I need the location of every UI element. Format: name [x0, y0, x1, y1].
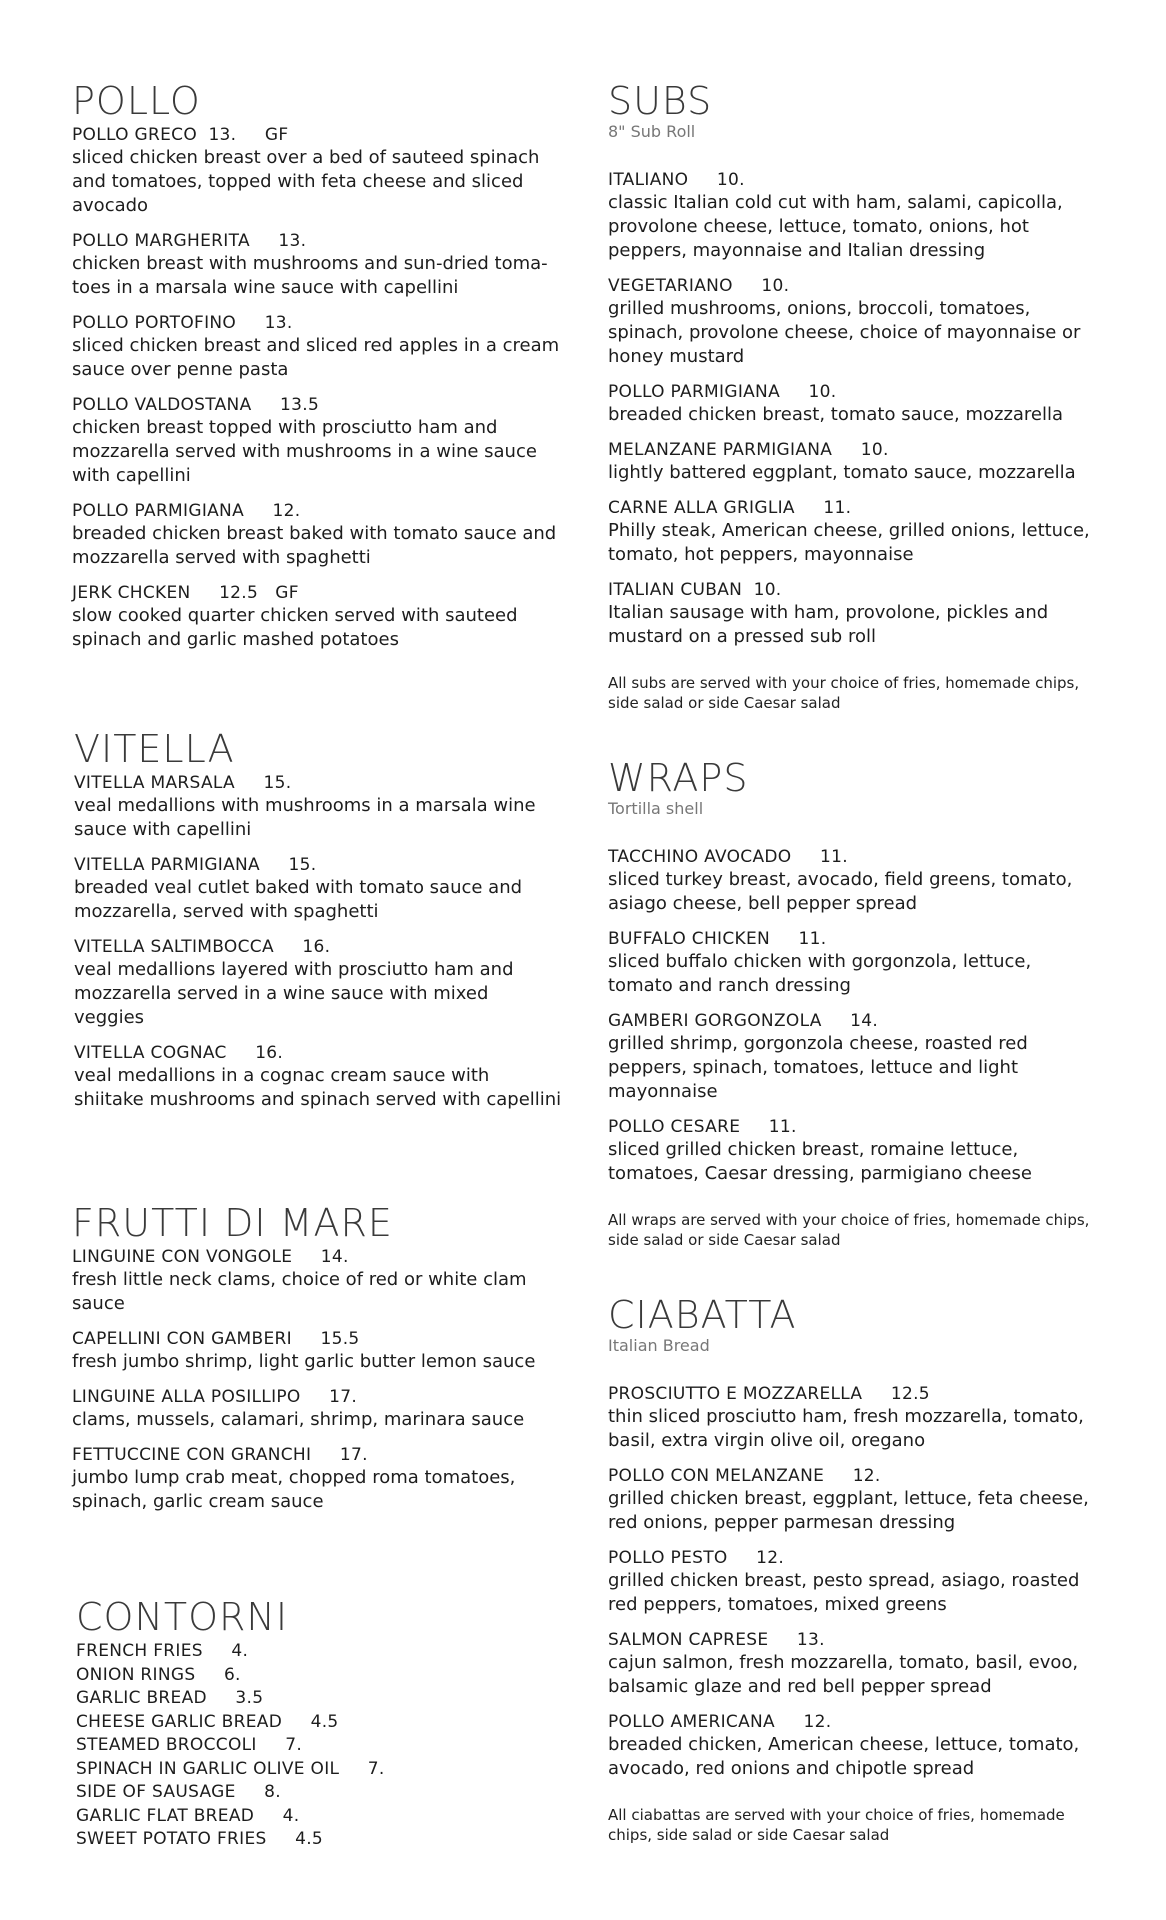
menu-item-title: BUFFALO CHICKEN 11.	[608, 929, 827, 949]
menu-item	[72, 582, 562, 652]
menu-item	[72, 500, 562, 570]
side-item: GARLIC FLAT BREAD 4.	[76, 1805, 300, 1826]
menu-item-description: grilled chicken breast, pesto spread, asiago, roasted red peppers, tomatoes, mixed greens	[608, 1570, 1080, 1615]
menu-item-description: clams, mussels, calamari, shrimp, marinara sauce	[72, 1409, 525, 1430]
menu-item-title: POLLO CON MELANZANE 12.	[608, 1466, 881, 1486]
side-item: GARLIC BREAD 3.5	[76, 1688, 264, 1708]
menu-item-title: VEGETARIANO 10.	[608, 276, 790, 296]
section-heading: FRUTTI DI MARE	[72, 1201, 393, 1245]
menu-item-description: grilled shrimp, gorgonzola cheese, roasted red peppers, spinach, tomatoes, lettuce and light mayonnaise	[608, 1033, 1028, 1102]
menu-item-title: VITELLA SALTIMBOCCA 16.	[74, 937, 331, 957]
section-ciabatta	[608, 1292, 1098, 1845]
section-subs	[608, 78, 1098, 713]
menu-item	[72, 1246, 562, 1316]
menu-list	[74, 772, 564, 1112]
menu-item-description: fresh jumbo shrimp, light garlic butter lemon sauce	[72, 1351, 536, 1372]
menu-item-title: ITALIANO 10.	[608, 170, 745, 190]
menu-item-description: breaded chicken breast, tomato sauce, mozzarella	[608, 404, 1064, 425]
menu-item	[72, 230, 562, 300]
menu-item-description: chicken breast with mushrooms and sun-dried toma- toes in a marsala wine sauce with capellini	[72, 253, 548, 298]
menu-item	[608, 1711, 1098, 1781]
menu-list	[608, 846, 1098, 1186]
menu-item-description: grilled chicken breast, eggplant, lettuce, feta cheese, red onions, pepper parmesan dressing	[608, 1488, 1089, 1533]
menu-item-description: sliced chicken breast over a bed of sauteed spinach and tomatoes, topped with feta cheese and sliced avocado	[72, 147, 540, 216]
menu-item	[608, 1629, 1098, 1699]
menu-item-title: LINGUINE CON VONGOLE 14.	[72, 1247, 349, 1267]
menu-item	[72, 124, 562, 218]
menu-list	[608, 1383, 1098, 1781]
menu-item-description: jumbo lump crab meat, chopped roma tomatoes, spinach, garlic cream sauce	[72, 1467, 516, 1512]
menu-item-title: POLLO VALDOSTANA 13.5	[72, 395, 320, 415]
menu-item	[72, 1328, 562, 1374]
menu-item	[608, 439, 1098, 485]
menu-item	[608, 275, 1098, 369]
side-item: SPINACH IN GARLIC OLIVE OIL 7.	[76, 1758, 385, 1779]
menu-item	[72, 394, 562, 488]
section-heading: SUBS	[608, 79, 713, 123]
menu-item-description: veal medallions with mushrooms in a marsala wine sauce with capellini	[74, 795, 536, 840]
menu-item-title: PROSCIUTTO E MOZZARELLA 12.5	[608, 1384, 930, 1404]
menu-item	[608, 381, 1098, 427]
menu-item	[74, 1042, 564, 1112]
section-subheading: 8" Sub Roll	[608, 122, 696, 141]
side-item: FRENCH FRIES 4.	[76, 1641, 249, 1661]
menu-item-description: sliced turkey breast, avocado, field greens, tomato, asiago cheese, bell pepper spread	[608, 869, 1073, 914]
menu-item-title: POLLO PARMIGIANA 10.	[608, 382, 837, 402]
menu-item	[608, 497, 1098, 567]
side-list	[76, 1640, 566, 1852]
menu-item-description: fresh little neck clams, choice of red or white clam sauce	[72, 1269, 527, 1314]
menu-item-title: POLLO PARMIGIANA 12.	[72, 501, 301, 521]
side-item: STEAMED BROCCOLI 7.	[76, 1735, 303, 1755]
section-heading: CONTORNI	[76, 1595, 289, 1639]
menu-item-description: lightly battered eggplant, tomato sauce, mozzarella	[608, 462, 1076, 483]
menu-item	[72, 312, 562, 382]
menu-item-description: veal medallions layered with prosciutto ham and mozzarella served in a wine sauce with mixed veggies	[74, 959, 514, 1028]
menu-item-title: FETTUCCINE CON GRANCHI 17.	[72, 1445, 368, 1465]
menu-item-title: POLLO CESARE 11.	[608, 1117, 797, 1137]
menu-item	[74, 936, 564, 1030]
menu-item-description: slow cooked quarter chicken served with sauteed spinach and garlic mashed potatoes	[72, 605, 518, 650]
menu-item-title: VITELLA COGNAC 16.	[74, 1043, 284, 1063]
section-subheading: Italian Bread	[608, 1336, 710, 1355]
menu-item	[72, 1444, 562, 1514]
section-heading: POLLO	[72, 79, 201, 123]
menu-item-description: breaded chicken, American cheese, lettuce, tomato, avocado, red onions and chipotle spread	[608, 1734, 1080, 1779]
menu-item-description: classic Italian cold cut with ham, salami, capicolla, provolone cheese, lettuce, tomato, onions, hot peppers, mayonnaise and Italian dressing	[608, 192, 1063, 261]
section-heading: WRAPS	[608, 756, 749, 800]
menu-item-title: POLLO AMERICANA 12.	[608, 1712, 832, 1732]
menu-item-title: POLLO MARGHERITA 13.	[72, 231, 307, 251]
menu-item-description: sliced buffalo chicken with gorgonzola, lettuce, tomato and ranch dressing	[608, 951, 1032, 996]
menu-item	[608, 169, 1098, 263]
menu-item	[608, 1010, 1098, 1104]
menu-item-description: cajun salmon, fresh mozzarella, tomato, basil, evoo, balsamic glaze and red bell pepper spread	[608, 1652, 1079, 1697]
menu-item	[608, 1547, 1098, 1617]
menu-item-description: grilled mushrooms, onions, broccoli, tomatoes, spinach, provolone cheese, choice of mayonnaise or honey mustard	[608, 298, 1081, 367]
menu-item-title: POLLO PESTO 12.	[608, 1548, 785, 1568]
menu-item	[608, 928, 1098, 998]
menu-item-description: breaded chicken breast baked with tomato sauce and mozzarella served with spaghetti	[72, 523, 557, 568]
section-pollo	[72, 78, 562, 652]
menu-item-description: sliced chicken breast and sliced red apples in a cream sauce over penne pasta	[72, 335, 560, 380]
menu-item-title: TACCHINO AVOCADO 11.	[608, 847, 848, 867]
section-note: All ciabattas are served with your choice of fries, homemade chips, side salad or side Caesar salad	[608, 1806, 1065, 1844]
menu-item-description: chicken breast topped with prosciutto ham and mozzarella served with mushrooms in a wine sauce with capellini	[72, 417, 537, 486]
section-contorni	[76, 1594, 566, 1852]
menu-item	[74, 772, 564, 842]
menu-item	[608, 579, 1098, 649]
menu-item	[608, 1116, 1098, 1186]
section-note: All subs are served with your choice of fries, homemade chips, side salad or side Caesar salad	[608, 674, 1080, 712]
menu-item-title: VITELLA PARMIGIANA 15.	[74, 855, 317, 875]
section-frutti-di-mare	[72, 1200, 562, 1514]
menu-item-title: VITELLA MARSALA 15.	[74, 773, 292, 793]
menu-item	[72, 1386, 562, 1432]
menu-item	[74, 854, 564, 924]
menu-item-title: LINGUINE ALLA POSILLIPO 17.	[72, 1387, 358, 1407]
menu-item-title: SALMON CAPRESE 13.	[608, 1630, 825, 1650]
menu-list	[608, 169, 1098, 649]
menu-item-description: veal medallions in a cognac cream sauce with shiitake mushrooms and spinach served with capellini	[74, 1065, 562, 1110]
menu-list	[72, 124, 562, 652]
section-subheading: Tortilla shell	[608, 799, 704, 818]
menu-item-title: ITALIAN CUBAN 10.	[608, 580, 782, 600]
menu-item-title: POLLO PORTOFINO 13.	[72, 313, 293, 333]
menu-item-title: MELANZANE PARMIGIANA 10.	[608, 440, 889, 460]
section-vitella	[74, 726, 564, 1112]
menu-item-title: GAMBERI GORGONZOLA 14.	[608, 1011, 879, 1031]
menu-item-title: POLLO GRECO 13. GF	[72, 125, 289, 145]
menu-item	[608, 1465, 1098, 1535]
side-item: ONION RINGS 6.	[76, 1664, 241, 1685]
section-note: All wraps are served with your choice of fries, homemade chips, side salad or side Caesar salad	[608, 1211, 1090, 1249]
menu-item-description: sliced grilled chicken breast, romaine lettuce, tomatoes, Caesar dressing, parmigiano cheese	[608, 1139, 1032, 1184]
menu-item-description: thin sliced prosciutto ham, fresh mozzarella, tomato, basil, extra virgin olive oil, oregano	[608, 1406, 1084, 1451]
side-item: SIDE OF SAUSAGE 8.	[76, 1782, 281, 1802]
section-heading: CIABATTA	[608, 1293, 797, 1337]
section-wraps	[608, 755, 1098, 1250]
menu-item-description: Philly steak, American cheese, grilled onions, lettuce, tomato, hot peppers, mayonnaise	[608, 520, 1090, 565]
side-item: SWEET POTATO FRIES 4.5	[76, 1829, 324, 1849]
menu-item-description: breaded veal cutlet baked with tomato sauce and mozzarella, served with spaghetti	[74, 877, 523, 922]
menu-item-title: CARNE ALLA GRIGLIA 11.	[608, 498, 852, 518]
menu-item-title: JERK CHCKEN 12.5 GF	[72, 583, 299, 603]
menu-item	[608, 1383, 1098, 1453]
menu-item-description: Italian sausage with ham, provolone, pickles and mustard on a pressed sub roll	[608, 602, 1049, 647]
side-item: CHEESE GARLIC BREAD 4.5	[76, 1711, 339, 1732]
menu-item-title: CAPELLINI CON GAMBERI 15.5	[72, 1329, 360, 1349]
section-heading: VITELLA	[74, 727, 235, 771]
menu-list	[72, 1246, 562, 1514]
menu-item	[608, 846, 1098, 916]
